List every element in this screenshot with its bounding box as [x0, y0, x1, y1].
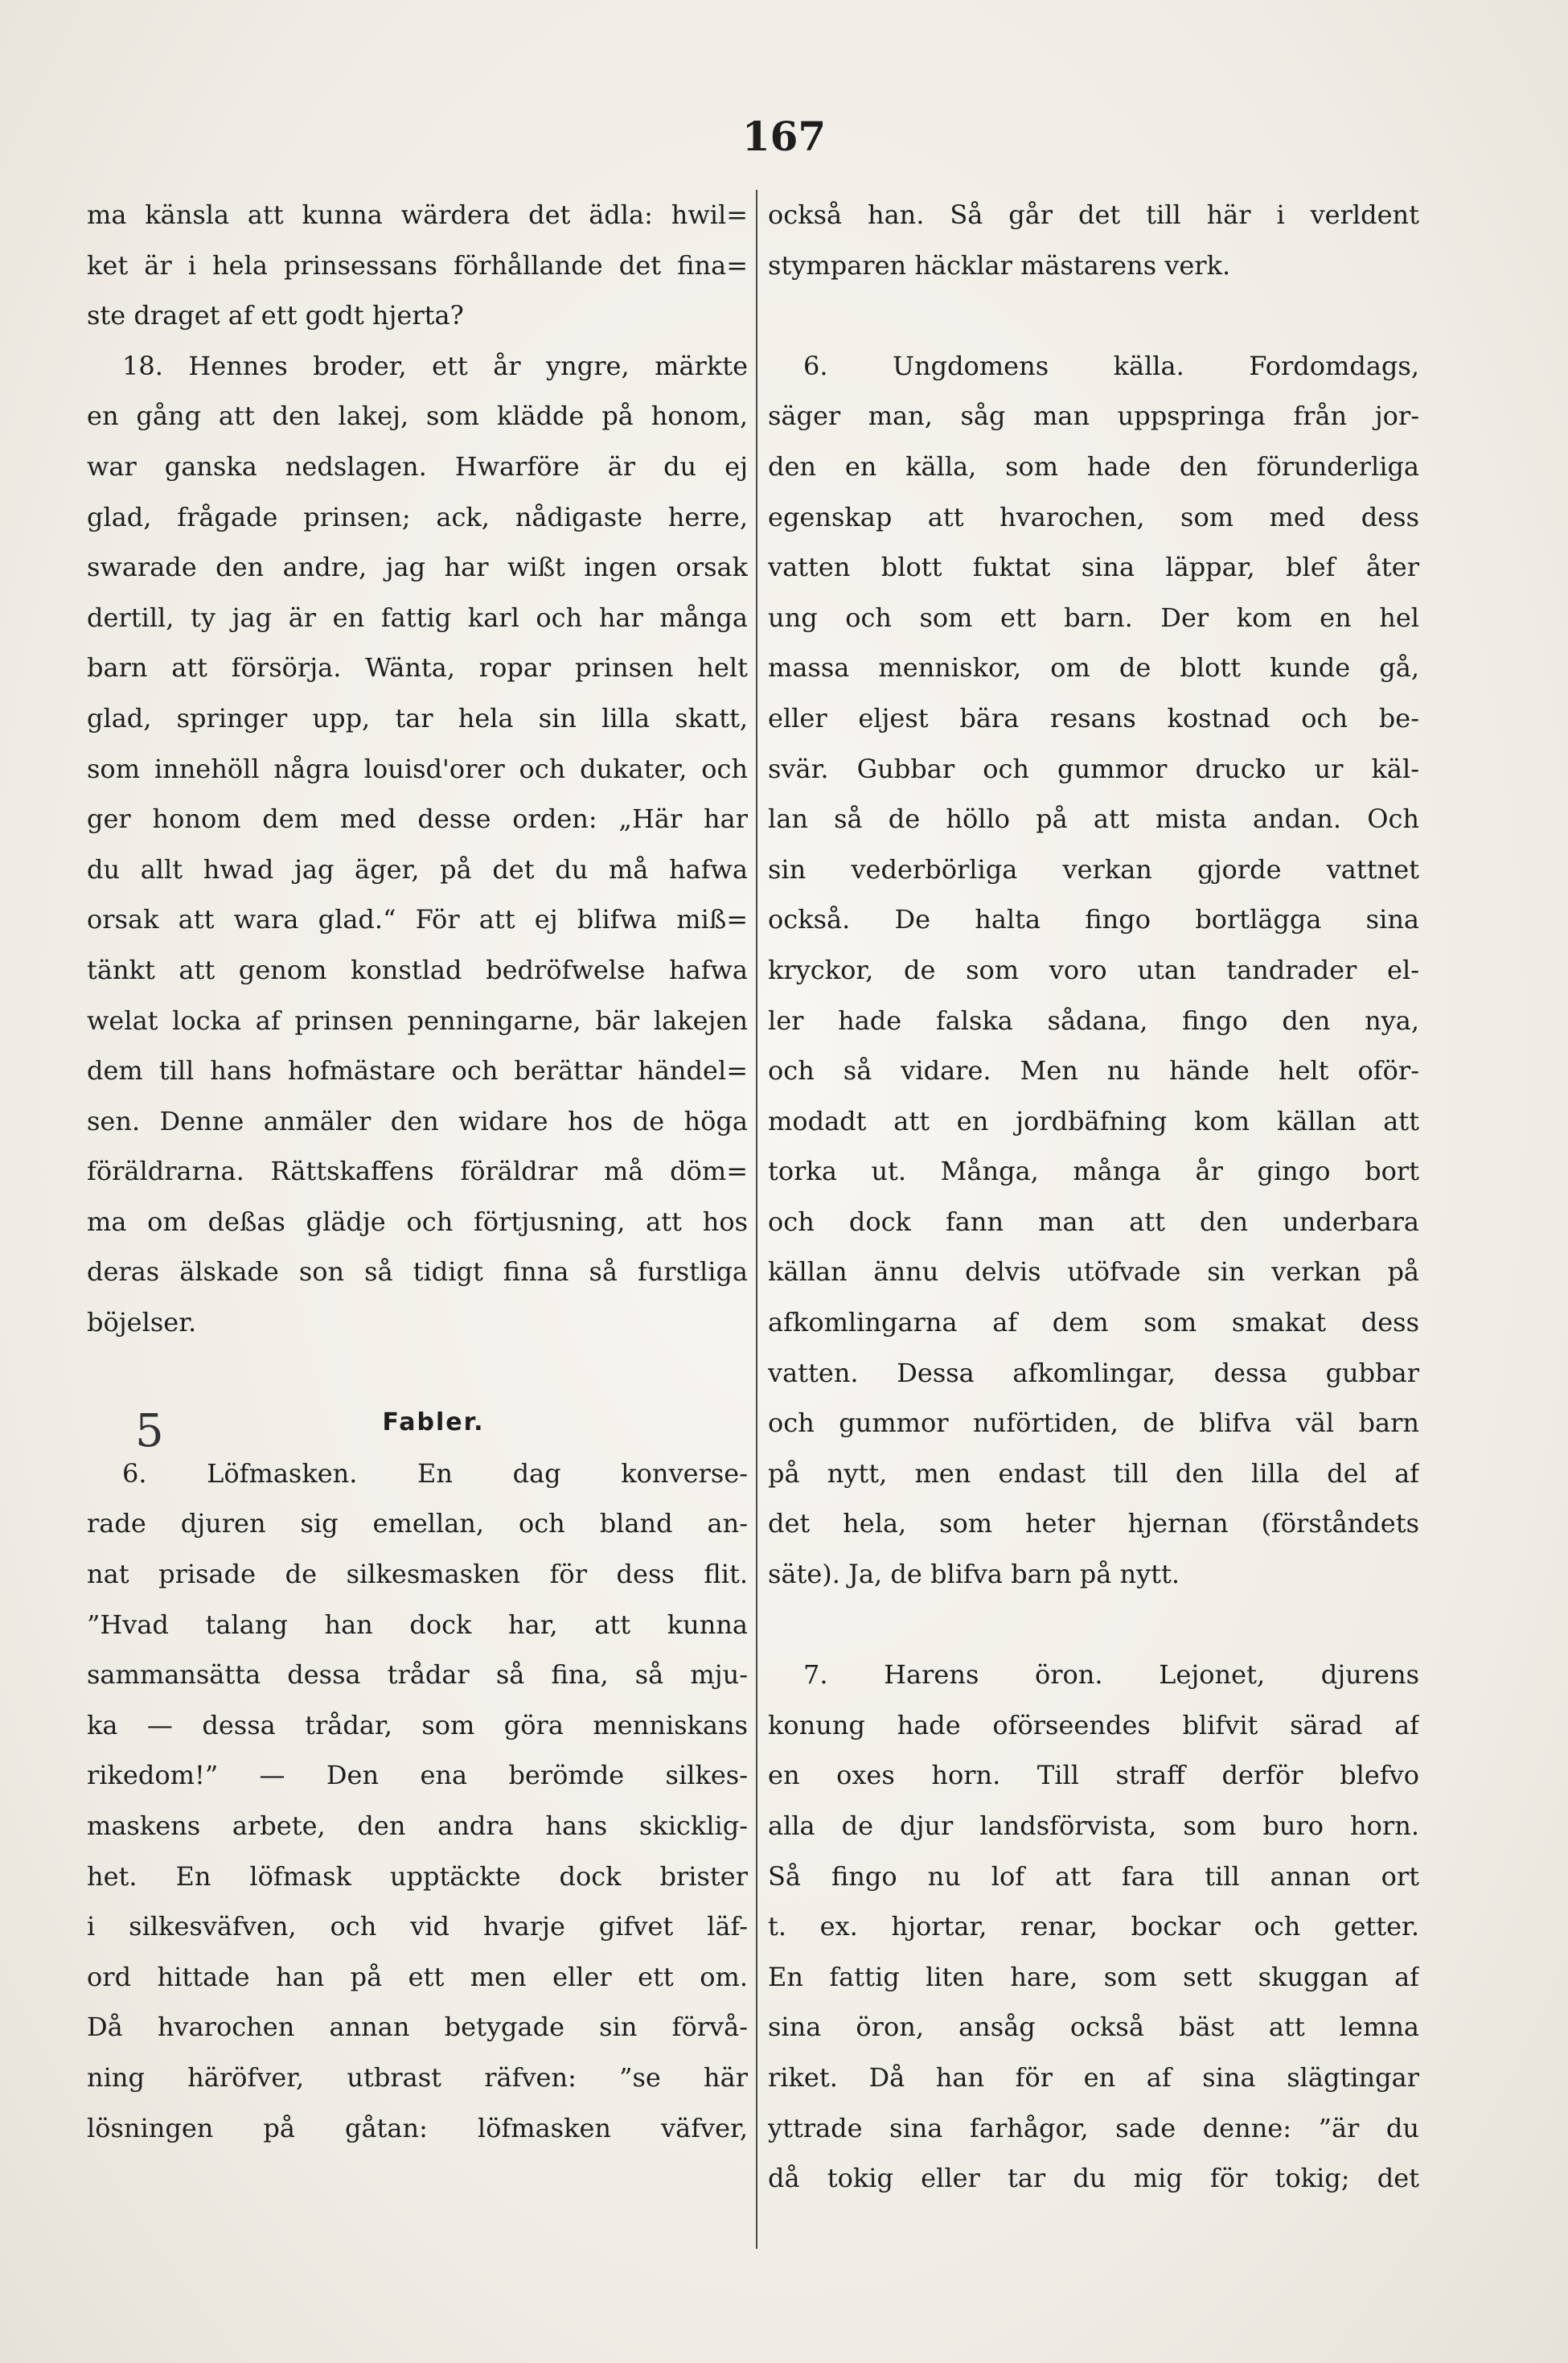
text-line: Så fingo nu lof att fara till annan ort	[768, 1860, 1419, 1892]
left-part1	[87, 190, 748, 1348]
right-part1	[768, 190, 1419, 290]
text-line: sammansätta dessa trådar så fina, så mju-	[87, 1659, 748, 1691]
text-line: på nytt, men endast till den lilla del af	[768, 1457, 1419, 1489]
text-line: sen. Denne anmäler den widare hos de höga	[87, 1105, 748, 1136]
text-line: alla de djur landsförvista, som buro horn.	[768, 1810, 1419, 1841]
text-line: massa menniskor, om de blott kunde gå,	[768, 652, 1419, 684]
text-line: 7. Harens öron. Lejonet, djurens	[803, 1659, 1419, 1691]
text-line: då tokig eller tar du mig för tokig; det	[768, 2163, 1419, 2194]
text-line: eller eljest bära resans kostnad och be-	[768, 702, 1419, 734]
text-line: dem till hans hofmästare och berättar händel=	[87, 1055, 748, 1087]
right-column	[768, 190, 1419, 2204]
text-line: t. ex. hjortar, renar, bockar och getter.	[768, 1911, 1419, 1942]
text-line: och dock fann man att den underbara	[768, 1206, 1419, 1237]
text-line: 6. Löfmasken. En dag konverse-	[122, 1457, 748, 1489]
text-line: vatten. Dessa afkomlingar, dessa gubbar	[768, 1357, 1419, 1388]
text-line: modadt att en jordbäfning kom källan att	[768, 1105, 1419, 1136]
text-line: vatten blott fuktat sina läppar, blef åter	[768, 552, 1419, 583]
text-line: svär. Gubbar och gummor drucko ur käl-	[768, 753, 1419, 784]
page-number: 167	[741, 113, 827, 160]
text-line: kryckor, de som voro utan tandrader el-	[768, 954, 1419, 985]
text-line: ma om deßas glädje och förtjusning, att hos	[87, 1206, 748, 1237]
text-line: 6. Ungdomens källa. Fordomdags,	[803, 350, 1419, 381]
text-line: ka — dessa trådar, som göra menniskans	[87, 1709, 748, 1740]
spacer	[768, 1600, 1419, 1650]
text-line: lösningen på gåtan: löfmasken väfver,	[87, 2112, 748, 2143]
text-line: ord hittade han på ett men eller ett om.	[87, 1961, 748, 1992]
text-line: orsak att wara glad.“ För att ej blifwa miß=	[87, 904, 748, 935]
text-line: deras älskade son så tidigt finna så furstliga	[87, 1256, 748, 1288]
text-line: du allt hwad jag äger, på det du må hafwa	[87, 853, 748, 885]
text-line: rade djuren sig emellan, och bland an-	[87, 1508, 748, 1539]
text-line: Då hvarochen annan betygade sin förvå-	[87, 2012, 748, 2043]
text-line: sina öron, ansåg också bäst att lemna	[768, 2012, 1419, 2043]
text-line: glad, frågade prinsen; ack, nådigaste herre,	[87, 501, 748, 532]
right-part3	[768, 1650, 1419, 2204]
text-line: 18. Hennes broder, ett år yngre, märkte	[122, 350, 748, 381]
text-line: welat locka af prinsen penningarne, bär lakejen	[87, 1005, 748, 1036]
text-line: säger man, såg man uppspringa från jor-	[768, 401, 1419, 432]
spacer	[87, 1348, 748, 1399]
spacer	[768, 290, 1419, 341]
text-line: den en källa, som hade den förunderliga	[768, 450, 1419, 482]
text-line: rikedom!” — Den ena berömde silkes-	[87, 1760, 748, 1791]
text-line: också han. Så går det till här i verldent	[768, 199, 1419, 230]
text-line: sin vederbörliga verkan gjorde vattnet	[768, 853, 1419, 885]
text-line: i silkesväfven, och vid hvarje gifvet läf-	[87, 1911, 748, 1942]
text-line: riket. Då han för en af sina slägtingar	[768, 2061, 1419, 2093]
text-line: ung och som ett barn. Der kom en hel	[768, 602, 1419, 633]
text-line: och gummor nuförtiden, de blifva väl barn	[768, 1408, 1419, 1439]
fabler-heading: Fabler.	[382, 1408, 485, 1437]
text-line: barn att försörja. Wänta, ropar prinsen helt	[87, 652, 748, 684]
text-line: böjelser.	[87, 1307, 197, 1338]
text-line: också. De halta fingo bortlägga sina	[768, 904, 1419, 935]
column-divider	[756, 190, 757, 2249]
handwritten-margin-mark: 5	[135, 1405, 164, 1457]
text-line: säte). Ja, de blifva barn på nytt.	[768, 1559, 1180, 1590]
text-line: ma känsla att kunna wärdera det ädla: hwil=	[87, 199, 748, 230]
text-line: konung hade oförseendes blifvit särad af	[768, 1709, 1419, 1740]
text-line: stymparen häcklar mästarens verk.	[768, 249, 1231, 281]
text-line: det hela, som heter hjernan (förståndets	[768, 1508, 1419, 1539]
text-line: ning häröfver, utbrast räfven: ”se här	[87, 2061, 748, 2093]
left-part2	[87, 1449, 748, 2153]
text-line: En fattig liten hare, som sett skuggan af	[768, 1961, 1419, 1992]
text-line: maskens arbete, den andra hans skicklig-	[87, 1810, 748, 1841]
text-line: yttrade sina farhågor, sade denne: ”är du	[768, 2112, 1419, 2143]
text-line: lan så de höllo på att mista andan. Och	[768, 803, 1419, 835]
text-line: föräldrarna. Rättskaffens föräldrar må döm=	[87, 1156, 748, 1187]
text-line: het. En löfmask upptäckte dock brister	[87, 1860, 748, 1892]
text-line: nat prisade de silkesmasken för dess flit.	[87, 1559, 748, 1590]
text-line: afkomlingarna af dem som smakat dess	[768, 1307, 1419, 1338]
text-line: ket är i hela prinsessans förhållande det fina=	[87, 249, 748, 281]
text-line: källan ännu delvis utöfvade sin verkan på	[768, 1256, 1419, 1288]
left-column	[87, 190, 748, 2153]
text-line: och så vidare. Men nu hände helt oför-	[768, 1055, 1419, 1087]
text-line: dertill, ty jag är en fattig karl och har många	[87, 602, 748, 633]
text-line: war ganska nedslagen. Hwarföre är du ej	[87, 450, 748, 482]
text-line: som innehöll några louisd'orer och dukater, och	[87, 753, 748, 784]
text-line: glad, springer upp, tar hela sin lilla skatt,	[87, 702, 748, 734]
text-line: ste draget af ett godt hjerta?	[87, 300, 464, 331]
text-line: en gång att den lakej, som klädde på honom,	[87, 401, 748, 432]
text-line: ger honom dem med desse orden: „Här har	[87, 803, 748, 835]
text-line: ler hade falska sådana, fingo den nya,	[768, 1005, 1419, 1036]
text-line: swarade den andre, jag har wißt ingen orsak	[87, 552, 748, 583]
text-line: en oxes horn. Till straff derför blefvo	[768, 1760, 1419, 1791]
text-line: egenskap att hvarochen, som med dess	[768, 501, 1419, 532]
text-line: ”Hvad talang han dock har, att kunna	[87, 1609, 748, 1640]
text-line: tänkt att genom konstlad bedröfwelse hafwa	[87, 954, 748, 985]
text-line: torka ut. Många, många år gingo bort	[768, 1156, 1419, 1187]
right-part2	[768, 341, 1419, 1600]
